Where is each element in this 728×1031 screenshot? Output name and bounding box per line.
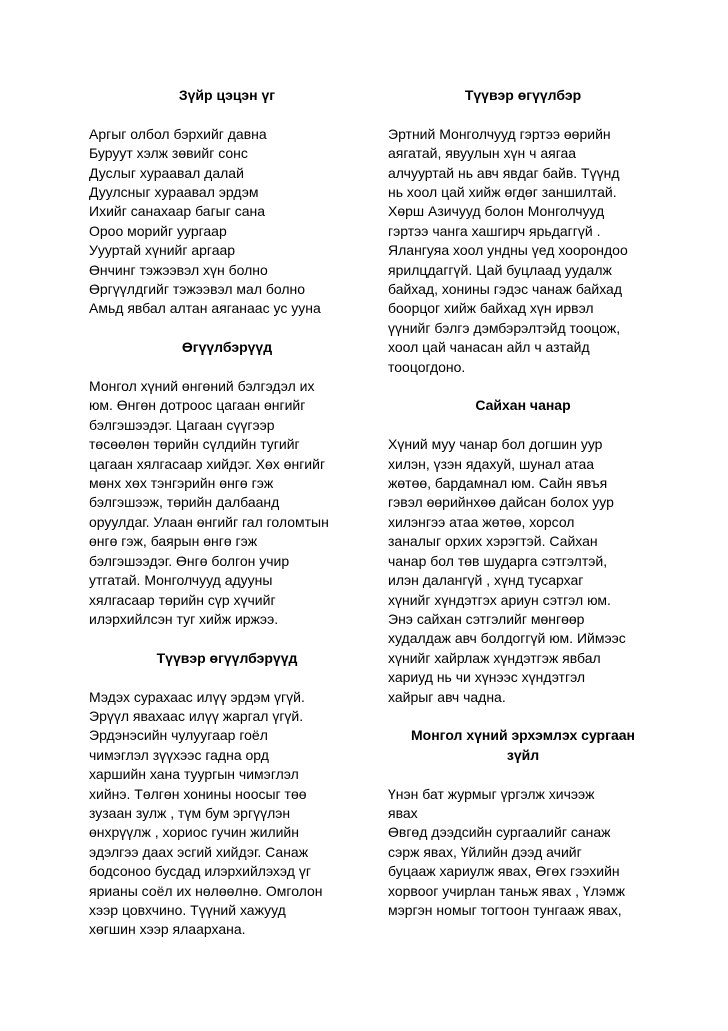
text-line: чанар бол төв шударга сэтгэлтэй,	[388, 552, 608, 569]
text-line: оруулдаг. Улаан өнгийг гал голомтын	[89, 513, 329, 530]
text-line: илэн далангүй , хүнд тусархаг	[388, 572, 584, 589]
spacer	[89, 668, 365, 687]
text-line: Эрдэнэсийн чулуугаар гоёл	[89, 727, 268, 744]
spacer	[388, 416, 658, 435]
text-line: жөтөө, бардамнал юм. Сайн явъя	[388, 475, 608, 492]
text-line: худалдаж авч болдоггүй юм. Иймээс	[388, 630, 626, 647]
proverb-list	[89, 125, 365, 319]
text-line: зузаан зулж , түм бум эргүүлэн	[89, 804, 291, 821]
text-line: Аргыг олбол бэрхийг давна	[89, 125, 267, 142]
text-line: утгатай. Монголчууд адууны	[89, 572, 273, 589]
section-heading: Түүвэр өгүүлбэрүүд	[156, 649, 298, 666]
text-line: бодсоноо бусдад илэрхийлэхэд үг	[89, 863, 311, 880]
text-line: Үнэн бат журмыг үргэлж хичээж	[388, 785, 595, 802]
text-line: ярианы соёл их нөлөөлнө. Омголон	[89, 882, 323, 899]
text-line: Эртний Монголчууд гэртээ өөрийн	[388, 125, 611, 142]
paragraph	[388, 435, 658, 707]
text-line: мэргэн номыг тогтоон тунгааж явах,	[388, 901, 622, 918]
text-line: хилэн, үзэн ядахуй, шунал атаа	[388, 455, 595, 472]
text-line: Мэдэх сурахаас илүү эрдэм үгүй.	[89, 688, 305, 705]
text-line: Энэ сайхан сэтгэлийг мөнгөөр	[388, 610, 585, 627]
spacer	[89, 105, 365, 124]
spacer	[89, 319, 365, 338]
text-line: аягатай, явуулын хүн ч аягаа	[388, 145, 577, 162]
text-line: Дуулсныг хураавал эрдэм	[89, 184, 259, 201]
text-line: ярилцдаггүй. Цай буцлаад уудалж	[388, 261, 612, 278]
section-heading: Зүйр цэцэн үг	[178, 87, 276, 103]
text-line: сэрж явах, Үйлийн дээд ачийг	[388, 843, 582, 860]
text-line: хүнийг хүндэтгэх ариун сэтгэл юм.	[388, 591, 611, 608]
section-heading: Түүвэр өгүүлбэр	[464, 87, 582, 103]
text-line: Ороо морийг уургаар	[89, 222, 227, 239]
spacer	[89, 629, 365, 648]
text-line: хөгшин хээр ялаархана.	[89, 921, 246, 938]
text-line: юм. Өнгөн дотроос цагаан өнгийг	[89, 397, 306, 414]
text-line: гэвэл өөрийнхөө дайсан болох уур	[388, 494, 614, 511]
left-column	[89, 86, 365, 940]
text-line: нь хоол цай хийж өгдөг заншилтай.	[388, 184, 617, 201]
text-line: хилэнгээ атаа жөтөө, хорсол	[388, 513, 575, 530]
text-line: Өвгөд дээдсийн сургаалийг санаж	[388, 824, 611, 841]
right-column	[388, 86, 658, 920]
section-heading-continued: зүйл	[506, 746, 540, 763]
text-line: алчууртай нь авч явдаг байв. Түүнд	[388, 164, 620, 181]
text-line: байхад, хонины гэдэс чанаж байхад	[388, 281, 623, 298]
spacer	[388, 105, 658, 124]
text-line: цагаан хялгасаар хийдэг. Хөх өнгийг	[89, 455, 326, 472]
text-line: явах	[388, 804, 418, 821]
text-line: чимэглэл зүүхээс гадна орд	[89, 746, 269, 763]
text-line: өнхрүүлж , хориос гучин жилийн	[89, 824, 299, 841]
text-line: бэлгэшээж, төрийн далбаанд	[89, 494, 280, 511]
spacer	[388, 377, 658, 396]
text-line: Монгол хүний өнгөний бэлгэдэл их	[89, 378, 315, 395]
spacer	[388, 707, 658, 726]
section-heading: Өгүүлбэрүүд	[181, 339, 273, 356]
text-line: хайрыг авч чадна.	[388, 688, 506, 705]
text-line: хариуд нь чи хүнээс хүндэтгэл	[388, 669, 586, 686]
paragraph	[388, 125, 658, 377]
text-line: бэлгэшээдэг. Өнгө болгон учир	[89, 552, 290, 569]
text-line: хоол цай чанасан айл ч азтайд	[388, 339, 590, 356]
text-line: өнгө гэж, баярын өнгө гэж	[89, 533, 258, 550]
text-line: хялгасаар төрийн сүр хүчийг	[89, 591, 276, 608]
text-line: Эрүүл явахаас илүү жаргал үгүй.	[89, 707, 304, 724]
text-line: хүнийг хайрлаж хүндэтгэж явбал	[388, 649, 601, 666]
text-line: үүнийг бэлгэ дэмбэрэлтэйд тооцож,	[388, 319, 621, 336]
text-line: харшийн хана туургын чимэглэл	[89, 766, 299, 783]
text-line: заналыг орхих хэрэгтэй. Сайхан	[388, 533, 598, 550]
text-line: Хүний муу чанар бол догшин уур	[388, 436, 603, 453]
text-line: Буруут хэлж зөвийг сонс	[89, 145, 248, 162]
section-heading: Сайхан чанар	[475, 397, 571, 414]
text-line: Дуслыг хураавал далай	[89, 164, 244, 181]
paragraph	[89, 688, 365, 940]
text-line: Өргүүлдгийг тэжээвэл мал болно	[89, 281, 306, 298]
text-line: Ихийг санахаар багыг сана	[89, 203, 266, 220]
text-line: төсөөлөн төрийн сүлдийн тугийг	[89, 436, 300, 453]
section-heading: Монгол хүний эрхэмлэх сургаан	[411, 727, 635, 744]
text-line: хорвоог учирлан таньж явах , Үлэмж	[388, 882, 625, 899]
paragraph	[388, 785, 658, 921]
text-line: Хөрш Азичууд болон Монголчууд	[388, 203, 605, 220]
text-line: тооцогдоно.	[388, 358, 466, 375]
text-line: хийнэ. Төлгөн хонины ноосыг төө	[89, 785, 307, 802]
paragraph	[89, 377, 365, 629]
text-line: Уууртай хүнийг аргаар	[89, 242, 236, 259]
text-line: Ялангуяа хоол ундны үед хоорондоо	[388, 242, 628, 259]
text-line: буцааж хариулж явах, Өгөх гээхийн	[388, 863, 620, 880]
text-line: мөнх хөх тэнгэрийн өнгө гэж	[89, 475, 274, 492]
text-line: Амьд явбал алтан аяганаас ус ууна	[89, 300, 321, 317]
text-line: Өнчинг тэжээвэл хүн болно	[89, 261, 268, 278]
text-line: бэлгэшээдэг. Цагаан сүүгээр	[89, 416, 275, 433]
text-line: боорцог хийж байхад хүн ирвэл	[388, 300, 594, 317]
text-line: илэрхийлсэн туг хийж иржээ.	[89, 610, 279, 627]
spacer	[89, 358, 365, 377]
text-line: эдэлгээ даах эсгий хийдэг. Санаж	[89, 843, 309, 860]
text-line: хээр цовхчино. Түүний хажууд	[89, 901, 286, 918]
spacer	[388, 765, 658, 784]
text-line: гэртээ чанга хашгирч ярьдаггүй .	[388, 222, 601, 239]
